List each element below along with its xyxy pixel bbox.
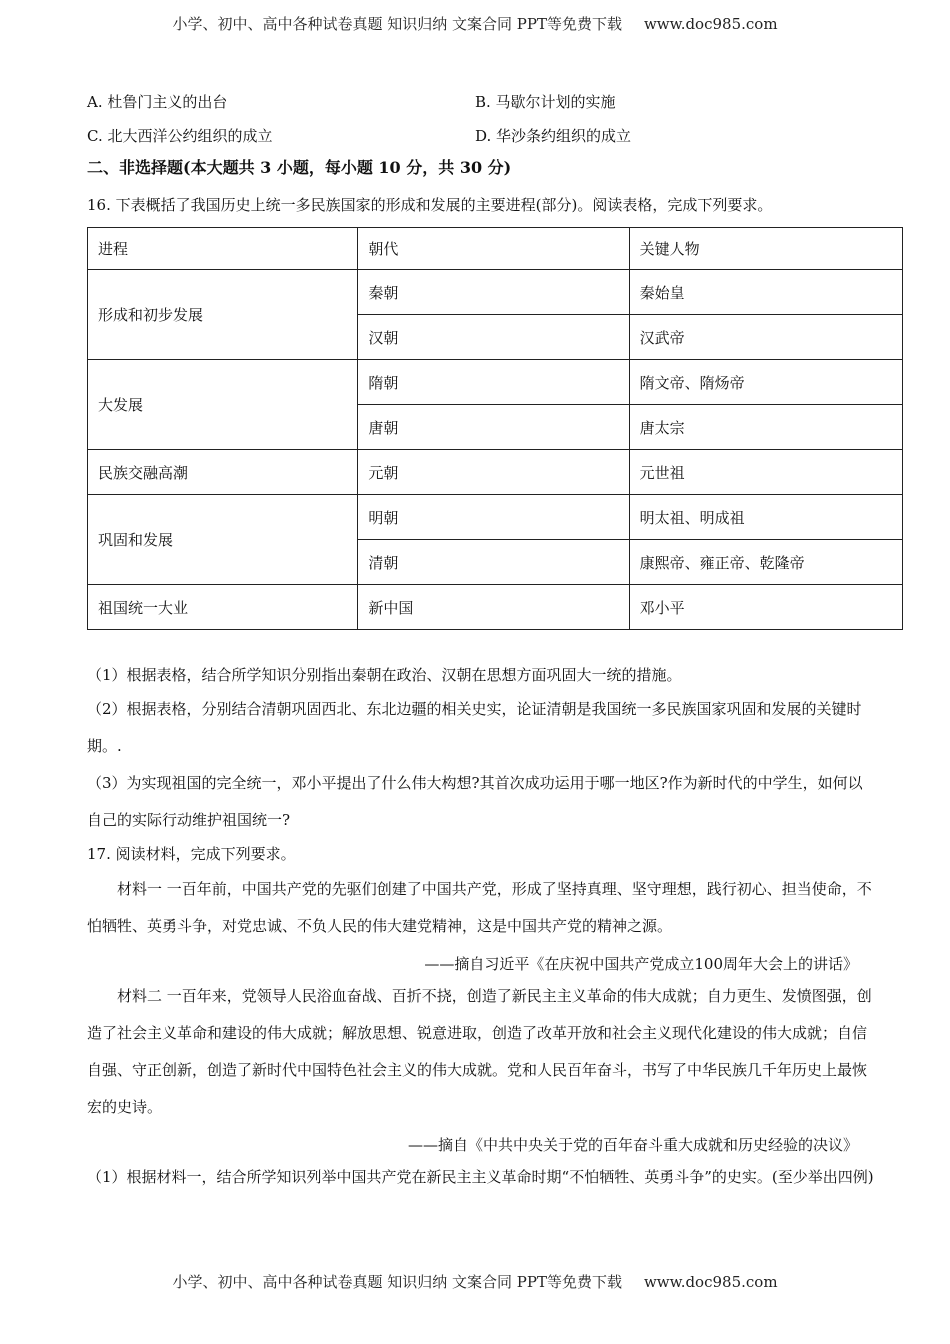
q17-stem: 17. 阅读材料，完成下列要求。: [87, 845, 296, 863]
person-cell: 明太祖、明成祖: [629, 495, 902, 540]
q16-sub2: （2）根据表格，分别结合清朝巩固西北、东北边疆的相关史实，论证清朝是我国统一多民族国家巩固和发展的关键时期。.: [87, 700, 862, 755]
dynasty-cell: 汉朝: [358, 315, 629, 360]
person-cell: 康熙帝、雍正帝、乾隆帝: [629, 540, 902, 585]
q16-sub1: （1）根据表格，结合所学知识分别指出秦朝在政治、汉朝在思想方面巩固大一统的措施。: [87, 666, 682, 684]
dynasty-cell: 新中国: [358, 585, 629, 630]
stage-cell: 大发展: [88, 360, 358, 450]
option-b: B. 马歇尔计划的实施: [475, 93, 616, 111]
person-cell: 汉武帝: [629, 315, 902, 360]
header-text: 小学、初中、高中各种试卷真题 知识归纳 文案合同 PPT等免费下载: [172, 15, 622, 33]
q16-stem: 16. 下表概括了我国历史上统一多民族国家的形成和发展的主要进程(部分)。阅读表格，完成下列要求。: [87, 196, 773, 214]
option-d: D. 华沙条约组织的成立: [475, 127, 632, 145]
q16-sub3: （3）为实现祖国的完全统一，邓小平提出了什么伟大构想?其首次成功运用于哪一地区?作为新时代的中学生，如何以自己的实际行动维护祖国统一?: [87, 774, 863, 829]
option-a: A. 杜鲁门主义的出台: [87, 93, 228, 111]
table-header: 朝代: [358, 228, 629, 270]
table-header: 进程: [88, 228, 358, 270]
dynasty-cell: 元朝: [358, 450, 629, 495]
section-title: 二、非选择题(本大题共 3 小题，每小题 10 分，共 30 分): [87, 158, 512, 177]
q17-material2-source: ——摘自《中共中央关于党的百年奋斗重大成就和历史经验的决议》: [407, 1136, 858, 1154]
person-cell: 唐太宗: [629, 405, 902, 450]
footer-text: 小学、初中、高中各种试卷真题 知识归纳 文案合同 PPT等免费下载: [172, 1273, 622, 1291]
table-header: 关键人物: [629, 228, 902, 270]
history-table: [87, 227, 903, 630]
option-c: C. 北大西洋公约组织的成立: [87, 127, 273, 145]
person-cell: 秦始皇: [629, 270, 902, 315]
header-url[interactable]: www.doc985.com: [643, 15, 778, 33]
dynasty-cell: 隋朝: [358, 360, 629, 405]
person-cell: 元世祖: [629, 450, 902, 495]
page-header: [0, 13, 950, 34]
dynasty-cell: 明朝: [358, 495, 629, 540]
stage-cell: 祖国统一大业: [88, 585, 358, 630]
page-footer: [0, 1271, 950, 1292]
person-cell: 邓小平: [629, 585, 902, 630]
person-cell: 隋文帝、隋炀帝: [629, 360, 902, 405]
dynasty-cell: 清朝: [358, 540, 629, 585]
stage-cell: 形成和初步发展: [88, 270, 358, 360]
dynasty-cell: 秦朝: [358, 270, 629, 315]
q17-material1: 材料一 一百年前，中国共产党的先驱们创建了中国共产党，形成了坚持真理、坚守理想，践行初心、担当使命，不怕牺牲、英勇斗争，对党忠诚、不负人民的伟大建党精神，这是中国共产党的精神之源。: [87, 880, 872, 935]
dynasty-cell: 唐朝: [358, 405, 629, 450]
stage-cell: 巩固和发展: [88, 495, 358, 585]
stage-cell: 民族交融高潮: [88, 450, 358, 495]
q17-sub1: （1）根据材料一，结合所学知识列举中国共产党在新民主主义革命时期“不怕牺牲、英勇斗争”的史实。(至少举出四例): [87, 1168, 874, 1186]
q17-material2: 材料二 一百年来，党领导人民浴血奋战、百折不挠，创造了新民主主义革命的伟大成就；自力更生、发愤图强，创造了社会主义革命和建设的伟大成就；解放思想、锐意进取，创造了改革开放和社会主义现代化建设的伟大成就；自信自强、守正创新，创造了新时代中国特色社会主义的伟大成就。党和人民百年奋斗，书写了中华民族几千年历史上最恢宏的史诗。: [87, 987, 872, 1116]
q17-material1-source: ——摘自习近平《在庆祝中国共产党成立100周年大会上的讲话》: [424, 955, 858, 973]
footer-url[interactable]: www.doc985.com: [643, 1273, 778, 1291]
